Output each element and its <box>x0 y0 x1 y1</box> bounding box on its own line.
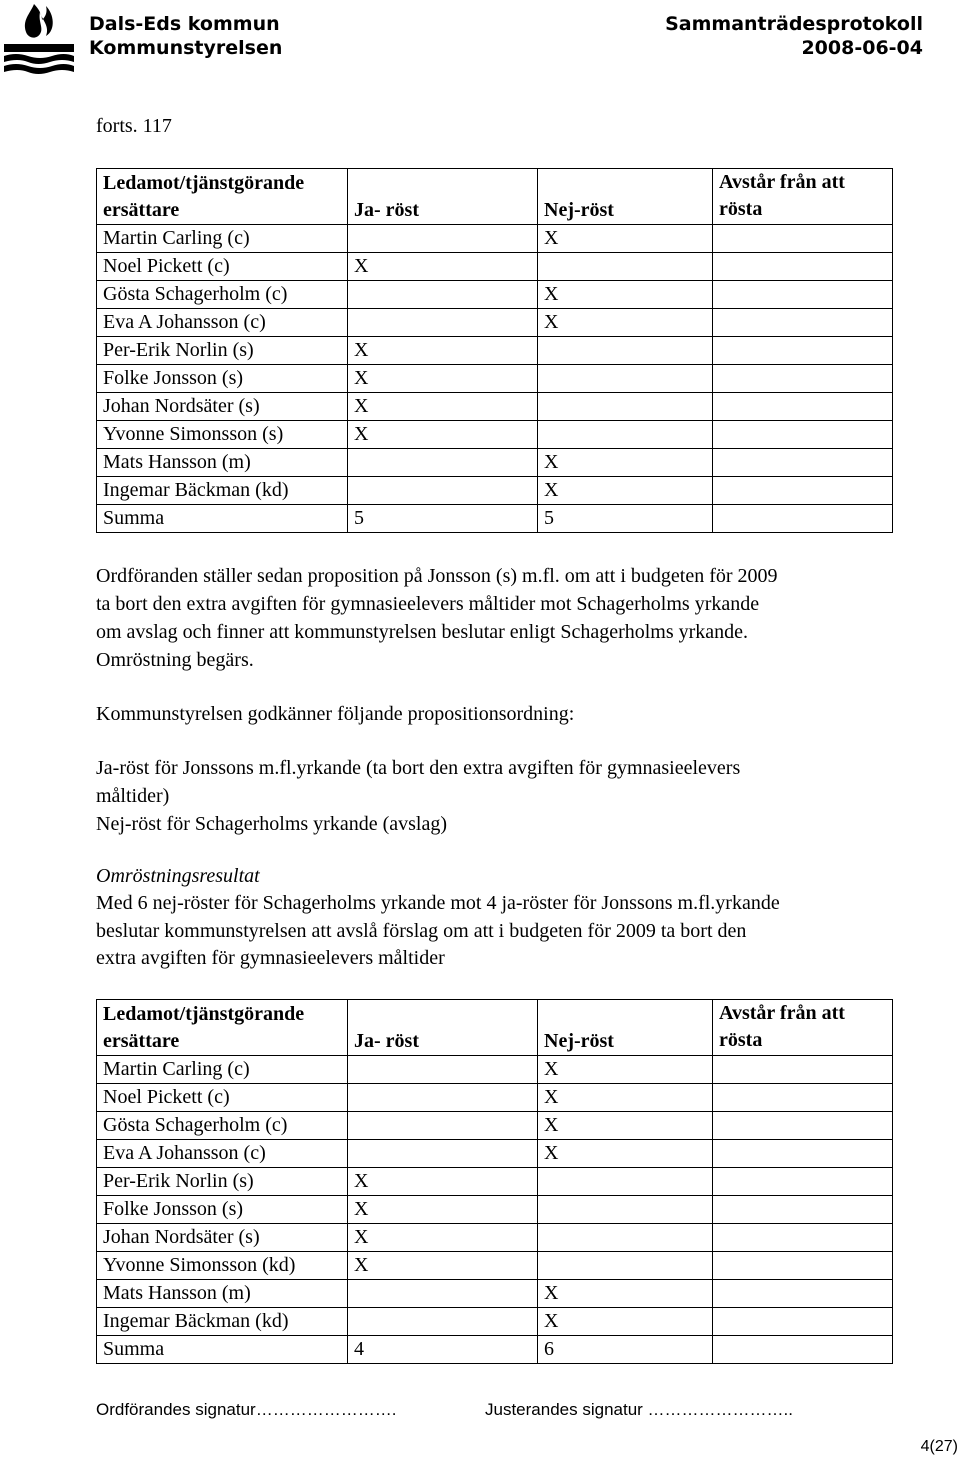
yes-vote-cell <box>348 1140 538 1168</box>
table-row <box>97 1112 893 1140</box>
table-row <box>97 1224 893 1252</box>
no-vote-cell <box>538 393 713 421</box>
no-vote-cell: X <box>538 225 713 253</box>
no-vote-cell <box>538 337 713 365</box>
yes-vote-cell <box>348 281 538 309</box>
document-type: Sammanträdesprotokoll <box>665 13 923 35</box>
member-name-cell: Per-Erik Norlin (s) <box>97 1168 348 1196</box>
paragraph-line: Ordföranden ställer sedan proposition på Jonsson (s) m.fl. om att i budgeten för 2009 <box>96 565 778 587</box>
member-name-cell: Folke Jonsson (s) <box>97 1196 348 1224</box>
yes-vote-cell: 5 <box>348 505 538 533</box>
member-name-cell: Gösta Schagerholm (c) <box>97 1112 348 1140</box>
org-name: Dals-Eds kommun <box>89 13 280 35</box>
col-no-header: Nej-röst <box>538 169 713 225</box>
chair-signature-line: Ordförandes signatur……………………. <box>96 1400 397 1419</box>
yes-vote-cell <box>348 225 538 253</box>
paragraph-line: om avslag och finner att kommunstyrelsen beslutar enligt Schagerholms yrkande. <box>96 621 749 643</box>
abstain-cell <box>713 505 893 533</box>
table-row <box>97 337 893 365</box>
member-name-cell: Mats Hansson (m) <box>97 449 348 477</box>
member-name-cell: Folke Jonsson (s) <box>97 365 348 393</box>
table-header-row <box>97 1000 893 1056</box>
member-name-cell: Gösta Schagerholm (c) <box>97 281 348 309</box>
member-name-cell: Martin Carling (c) <box>97 1056 348 1084</box>
yes-vote-cell: X <box>348 1252 538 1280</box>
no-vote-cell: X <box>538 1084 713 1112</box>
yes-vote-cell: X <box>348 1168 538 1196</box>
abstain-cell <box>713 421 893 449</box>
member-name-cell: Yvonne Simonsson (kd) <box>97 1252 348 1280</box>
yes-vote-cell: X <box>348 393 538 421</box>
abstain-cell <box>713 477 893 505</box>
member-name-cell: Johan Nordsäter (s) <box>97 1224 348 1252</box>
col-member-header: Ledamot/tjänstgörande ersättare <box>97 169 348 225</box>
member-name-cell: Eva A Johansson (c) <box>97 309 348 337</box>
table-row <box>97 253 893 281</box>
no-vote-cell: 5 <box>538 505 713 533</box>
paragraph-line: extra avgiften för gymnasieelevers måltider <box>96 947 445 969</box>
yes-vote-cell <box>348 1056 538 1084</box>
no-vote-cell: X <box>538 1308 713 1336</box>
abstain-cell <box>713 337 893 365</box>
vote-table-1 <box>96 168 893 533</box>
table-row <box>97 421 893 449</box>
table-row <box>97 1196 893 1224</box>
no-vote-cell: X <box>538 1140 713 1168</box>
col-abstain-header: Avstår från att rösta <box>713 169 893 225</box>
municipality-logo <box>0 0 78 80</box>
member-name-cell: Johan Nordsäter (s) <box>97 393 348 421</box>
col-abstain-header: Avstår från att rösta <box>713 1000 893 1056</box>
member-name-cell: Ingemar Bäckman (kd) <box>97 477 348 505</box>
member-name-cell: Yvonne Simonsson (s) <box>97 421 348 449</box>
table-header-row <box>97 169 893 225</box>
paragraph-line: beslutar kommunstyrelsen att avslå förslag om att i budgeten för 2009 ta bort den <box>96 920 747 942</box>
table-row <box>97 1280 893 1308</box>
member-name-cell: Ingemar Bäckman (kd) <box>97 1308 348 1336</box>
vote-table-2 <box>96 999 893 1364</box>
abstain-cell <box>713 1140 893 1168</box>
yes-vote-cell: X <box>348 421 538 449</box>
abstain-cell <box>713 1084 893 1112</box>
abstain-cell <box>713 1336 893 1364</box>
yes-vote-cell: X <box>348 337 538 365</box>
no-vote-cell: X <box>538 477 713 505</box>
abstain-cell <box>713 1280 893 1308</box>
page-number: 4(27) <box>920 1438 958 1455</box>
abstain-cell <box>713 1196 893 1224</box>
abstain-cell <box>713 1224 893 1252</box>
no-vote-cell: X <box>538 309 713 337</box>
abstain-cell <box>713 253 893 281</box>
meeting-date: 2008-06-04 <box>801 37 923 59</box>
table-row <box>97 1140 893 1168</box>
yes-vote-cell <box>348 477 538 505</box>
paragraph-line: Omröstning begärs. <box>96 649 254 671</box>
yes-vote-cell: X <box>348 1224 538 1252</box>
yes-vote-cell: X <box>348 365 538 393</box>
yes-vote-cell <box>348 449 538 477</box>
paragraph-line: Med 6 nej-röster för Schagerholms yrkande mot 4 ja-röster för Jonssons m.fl.yrkande <box>96 892 780 914</box>
abstain-cell <box>713 309 893 337</box>
paragraph-line: Kommunstyrelsen godkänner följande propositionsordning: <box>96 703 575 725</box>
abstain-cell <box>713 1056 893 1084</box>
abstain-cell <box>713 365 893 393</box>
table-row <box>97 225 893 253</box>
no-vote-cell <box>538 1224 713 1252</box>
no-vote-cell: X <box>538 1112 713 1140</box>
no-vote-cell <box>538 1196 713 1224</box>
table-row <box>97 1252 893 1280</box>
unit-name: Kommunstyrelsen <box>89 37 283 59</box>
member-name-cell: Martin Carling (c) <box>97 225 348 253</box>
yes-vote-cell <box>348 1084 538 1112</box>
member-name-cell: Eva A Johansson (c) <box>97 1140 348 1168</box>
paragraph-line: Ja-röst för Jonssons m.fl.yrkande (ta bort den extra avgiften för gymnasieelevers <box>96 757 741 779</box>
abstain-cell <box>713 393 893 421</box>
table-row <box>97 1084 893 1112</box>
no-vote-cell: X <box>538 449 713 477</box>
col-member-header: Ledamot/tjänstgörande ersättare <box>97 1000 348 1056</box>
table-row <box>97 1056 893 1084</box>
yes-vote-cell <box>348 309 538 337</box>
paragraph-line: ta bort den extra avgiften för gymnasieelevers måltider mot Schagerholms yrkande <box>96 593 760 615</box>
abstain-cell <box>713 1252 893 1280</box>
no-vote-cell <box>538 365 713 393</box>
no-vote-cell <box>538 253 713 281</box>
table-row <box>97 477 893 505</box>
member-name-cell: Mats Hansson (m) <box>97 1280 348 1308</box>
abstain-cell <box>713 225 893 253</box>
member-name-cell: Noel Pickett (c) <box>97 253 348 281</box>
table-row <box>97 449 893 477</box>
table-row <box>97 365 893 393</box>
adjuster-signature-line: Justerandes signatur …………………….. <box>485 1400 793 1419</box>
yes-vote-cell: X <box>348 253 538 281</box>
abstain-cell <box>713 1308 893 1336</box>
table-row <box>97 309 893 337</box>
no-vote-cell <box>538 421 713 449</box>
col-no-header: Nej-röst <box>538 1000 713 1056</box>
sum-row <box>97 505 893 533</box>
table-row <box>97 1308 893 1336</box>
no-vote-cell: X <box>538 1056 713 1084</box>
table-row <box>97 281 893 309</box>
abstain-cell <box>713 1168 893 1196</box>
table-row <box>97 1168 893 1196</box>
sum-row <box>97 1336 893 1364</box>
paragraph-line: måltider) <box>96 785 170 807</box>
yes-vote-cell <box>348 1308 538 1336</box>
no-vote-cell <box>538 1252 713 1280</box>
no-vote-cell: X <box>538 281 713 309</box>
abstain-cell <box>713 281 893 309</box>
table-row <box>97 393 893 421</box>
abstain-cell <box>713 449 893 477</box>
result-heading: Omröstningsresultat <box>96 865 260 887</box>
no-vote-cell <box>538 1168 713 1196</box>
no-vote-cell: X <box>538 1280 713 1308</box>
yes-vote-cell: X <box>348 1196 538 1224</box>
no-vote-cell: 6 <box>538 1336 713 1364</box>
abstain-cell <box>713 1112 893 1140</box>
paragraph-line: Nej-röst för Schagerholms yrkande (avslag) <box>96 813 447 835</box>
yes-vote-cell <box>348 1112 538 1140</box>
yes-vote-cell <box>348 1280 538 1308</box>
member-name-cell: Per-Erik Norlin (s) <box>97 337 348 365</box>
col-yes-header: Ja- röst <box>348 169 538 225</box>
yes-vote-cell: 4 <box>348 1336 538 1364</box>
section-label: forts. 117 <box>96 115 172 137</box>
member-name-cell: Summa <box>97 1336 348 1364</box>
col-yes-header: Ja- röst <box>348 1000 538 1056</box>
member-name-cell: Noel Pickett (c) <box>97 1084 348 1112</box>
member-name-cell: Summa <box>97 505 348 533</box>
